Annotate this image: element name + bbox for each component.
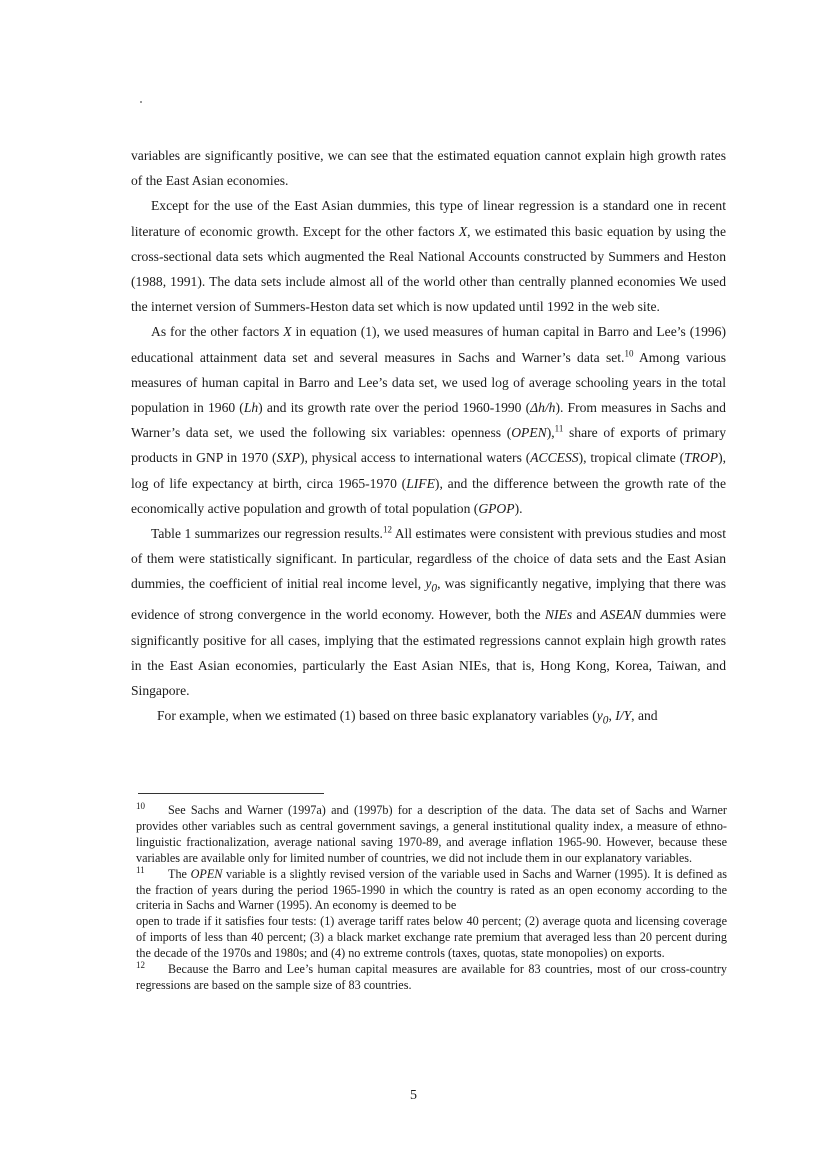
footnote-11-continued: open to trade if it satisfies four tests: (1) average tariff rates below 40 percent; (2) average quota and licensing coverage of imports of less than 40 percent; (3) a black market exchange rate premium that averaged less than 20 percent during the decade of the 1970s and 1980s; and (4) no extreme controls (taxes, quotas, state monopolies) on exports. xyxy=(136,914,727,961)
footnote-11: 11 The OPEN variable is a slightly revised version of the variable used in Sachs and Warner (1995). It is defined as the fraction of years during the period 1965-1990 in which the country is rated as an open economy according to the criteria in Sachs and Warner (1995). An economy is deemed to be xyxy=(136,864,727,913)
paragraph-4: Table 1 summarizes our regression results.$^{12}$ All estimates were consistent with previous studies and most of them were statistically significant. In particular, regardless of the choice of data sets and the East Asian dummies, the coefficient of initial real income level, $y_0$, was significantly negative, implying that there was evidence of strong convergence in the world economy. However, both the NIEs and ASEAN dummies were significantly positive for all cases, implying that the estimated regressions cannot explain high growth rates in the East Asian economies, particularly the East Asian NIEs, that is, Hong Kong, Korea, Taiwan, and Singapore. xyxy=(131,524,727,698)
body-text xyxy=(131,143,726,734)
paragraph-2: Except for the use of the East Asian dummies, this type of linear regression is a standard one in recent literature of economic growth. Except for the other factors X, we estimated this basic equation by using the cross-sectional data sets which augmented the Real National Accounts constructed by Summers and Heston (1988, 1991). The data sets include almost all of the world other than centrally planned economies We used the internet version of Summers-Heston data set which is now updated until 1992 in the web site. xyxy=(131,198,726,315)
footnote-separator xyxy=(138,793,324,794)
page-number: 5 xyxy=(410,1088,417,1103)
footnote-ref-10: 10 xyxy=(624,348,634,359)
footnote-ref-12: 12 xyxy=(382,524,392,535)
footnote-12: 12 Because the Barro and Lee’s human capital measures are available for 83 countries, most of our cross-country regressions are based on the sample size of 83 countries. xyxy=(136,960,727,992)
paragraph-3: As for the other factors X in equation (1), we used measures of human capital in Barro and Lee’s (1996) educational attainment data set and several measures in Sachs and Warner’s data set.$^{10}$ Among various measures of human capital in Barro and Lee’s data set, we used log of average schooling years in the total population in 1960 (Lh) and its growth rate over the period 1960-1990 (Δh/h). From measures in Sachs and Warner’s data set, we used the following six variables: openness (OPEN),$^{11}$ share of exports of primary products in GNP in 1970 (SXP), physical access to international waters (ACCESS), tropical climate (TROP), log of life expectancy at birth, circa 1965-1970 (LIFE), and the difference between the growth rate of the economically active population and growth of total population (GPOP). xyxy=(131,324,727,516)
paragraph-5: For example, when we estimated (1) based on three basic explanatory variables ($y_0$, I/Y, and xyxy=(157,708,658,727)
footnote-10: 10 See Sachs and Warner (1997a) and (1997b) for a description of the data. The data set of Sachs and Warner provides other variables such as central government savings, a general institutional quality index, a measure of ethno-linguistic fractionalization, average national saving 1970-89, and average inflation 1965-90. However, because these variables are available only for limited number of countries, we did not include them in our explanatory variables. xyxy=(136,800,727,865)
footnotes xyxy=(136,800,727,994)
scan-speck xyxy=(140,101,142,103)
paragraph-1: variables are significantly positive, we can see that the estimated equation cannot explain high growth rates of the East Asian economies. xyxy=(131,148,726,189)
footnote-ref-11: 11 xyxy=(554,423,564,434)
